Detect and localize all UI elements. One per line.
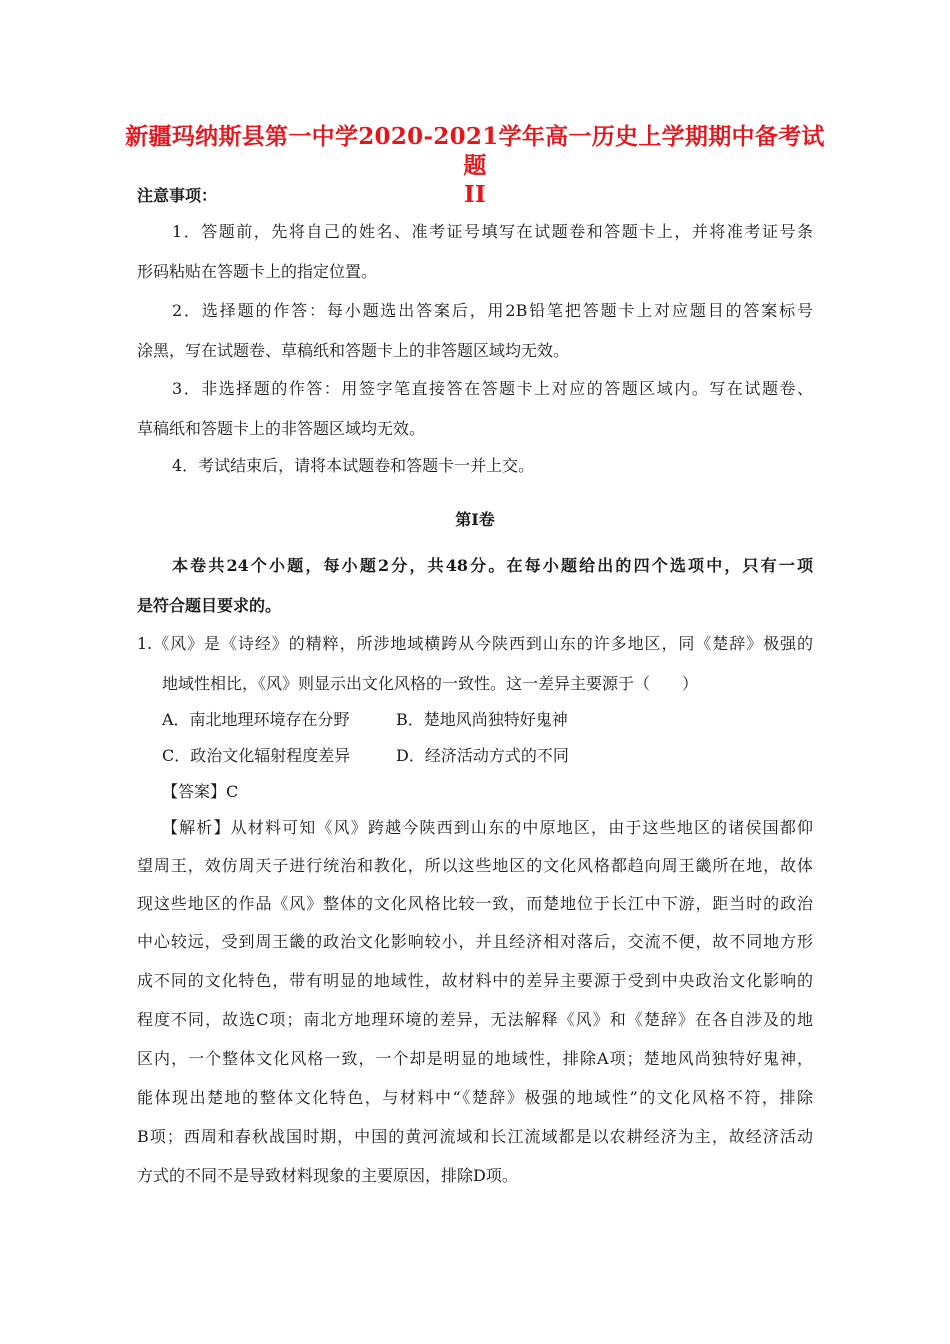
question-1-stem-line-2: 地域性相比，《风》则显示出文化风格的一致性。这一差异主要源于（ ） [162,674,699,693]
question-1-analysis-line: 区内，一个整体文化风格一致，一个却是明显的地域性，排除A项；楚地风尚独特好鬼神， [137,1049,813,1068]
question-1-analysis-line: 程度不同，故选C项；南北方地理环境的差异，无法解释《风》和《楚辞》在各自涉及的地 [137,1010,813,1029]
notice-item-1-line-2: 形码粘贴在答题卡上的指定位置。 [137,262,378,281]
section-heading: 第Ⅰ卷 [455,510,495,529]
notice-heading: 注意事项： [137,186,218,205]
question-1-answer: 【答案】C [162,782,239,801]
section-instruction-line-1: 本卷共24个小题，每小题2分，共48分。在每小题给出的四个选项中，只有一项 [172,556,813,575]
document-title [120,122,830,209]
question-1-option-c: C．政治文化辐射程度差异 [162,746,351,765]
title-line-2: II [463,181,487,208]
question-1-analysis-line: B项；西周和春秋战国时期，中国的黄河流域和长江流域都是以农耕经济为主，故经济活动 [137,1127,813,1146]
question-1-option-a: A．南北地理环境存在分野 [162,710,350,729]
question-1-analysis-line: 中心较远，受到周王畿的政治文化影响较小，并且经济相对落后，交流不便，故不同地方形 [137,932,813,951]
title-line-1: 新疆玛纳斯县第一中学2020-2021学年高一历史上学期期中备考试题 [125,123,825,179]
notice-item-2-line-2: 涂黑，写在试题卷、草稿纸和答题卡上的非答题区域均无效。 [137,341,570,360]
question-1-analysis-line: 望周王，效仿周天子进行统治和教化，所以这些地区的文化风格都趋向周王畿所在地，故体 [137,856,813,875]
notice-item-3-line-2: 草稿纸和答题卡上的非答题区域均无效。 [137,419,426,438]
question-1-analysis-line: 能体现出楚地的整体文化特色，与材料中“《楚辞》极强的地域性”的文化风格不符，排除 [137,1088,813,1107]
question-1-analysis-line: 成不同的文化特色，带有明显的地域性，故材料中的差异主要源于受到中央政治文化影响的 [137,971,813,990]
notice-item-1-line-1: 1．答题前，先将自己的姓名、准考证号填写在试题卷和答题卡上，并将准考证号条 [172,222,813,241]
question-1-option-d: D．经济活动方式的不同 [396,746,569,765]
question-1-option-b: B．楚地风尚独特好鬼神 [396,710,568,729]
section-instruction-line-2: 是符合题目要求的。 [137,596,282,615]
question-1-analysis-line: 方式的不同不是导致材料现象的主要原因，排除D项。 [137,1166,518,1185]
question-1-stem-line-1: 1.《风》是《诗经》的精粹，所涉地域横跨从今陕西到山东的许多地区，同《楚辞》极强的 [137,634,813,653]
notice-item-2-line-1: 2．选择题的作答：每小题选出答案后，用2B铅笔把答题卡上对应题目的答案标号 [172,301,813,320]
notice-item-3-line-1: 3．非选择题的作答：用签字笔直接答在答题卡上对应的答题区域内。写在试题卷、 [172,379,813,398]
notice-item-4: 4．考试结束后，请将本试题卷和答题卡一并上交。 [172,456,535,475]
question-1-analysis-line: 【解析】从材料可知《风》跨越今陕西到山东的中原地区，由于这些地区的诸侯国都仰 [162,818,813,837]
question-1-analysis-line: 现这些地区的作品《风》整体的文化风格比较一致，而楚地位于长江中下游，距当时的政治 [137,894,813,913]
